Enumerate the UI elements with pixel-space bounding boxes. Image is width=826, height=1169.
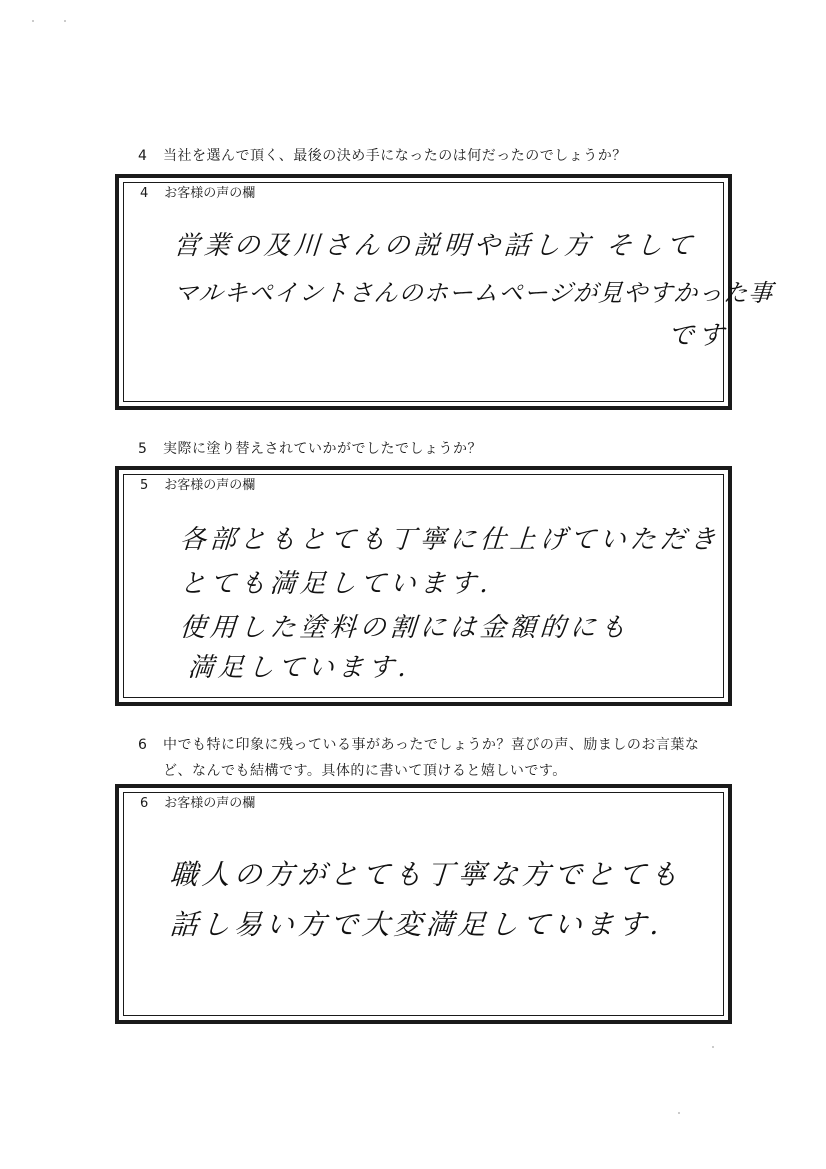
box-label-text: お客様の声の欄 [164,478,256,493]
answer-box-inner [123,182,775,402]
handwritten-answer-line: 各部ともとても丁寧に仕上げていただき [178,525,721,555]
handwritten-answer-line: 営業の及川さんの説明や話し方 そして [172,231,698,261]
question-number: 5 [138,441,148,457]
box-label-text: お客様の声の欄 [164,796,256,811]
question-text: 中でも特に印象に残っている事があったでしょうか？喜びの声、励ましのお言葉な [163,737,700,753]
handwritten-answer-line: 話し易い方で大変満足しています. [168,908,664,941]
answer-box-5 [115,466,732,706]
scan-speck [678,1112,680,1114]
question-text: 実際に塗り替えされていかがでしたでしょうか？ [163,441,482,457]
box-number: 6 [140,796,149,811]
box-number: 4 [140,186,149,201]
question-number: 4 [138,148,148,164]
handwritten-answer-line: です [666,321,729,351]
box-label [140,477,255,495]
handwritten-answer-line: 職人の方がとても丁寧な方でとても [168,858,684,891]
answer-box-4 [115,174,775,410]
handwritten-answer-line: マルキペイントさんのホームページが見やすかった事 [172,279,775,307]
question-number: 6 [138,737,148,753]
scan-speck [32,20,34,22]
box-label [140,795,255,813]
box-label [140,185,255,203]
answer-box-6 [115,784,732,1024]
answer-box-inner [123,474,724,698]
box-label-text: お客様の声の欄 [164,186,256,201]
question-text-line2: ど、なんでも結構です。具体的に書いて頂けると嬉しいです。 [163,763,567,779]
question-text: 当社を選んで頂く、最後の決め手になったのは何だったのでしょうか？ [163,148,627,164]
handwritten-answer-line: とても満足しています. [178,569,494,599]
scan-speck [712,1046,714,1048]
handwritten-answer-line: 満足しています. [186,653,412,683]
scan-speck [64,20,66,22]
box-number: 5 [140,478,149,493]
answer-box-inner [123,792,724,1016]
handwritten-answer-line: 使用した塗料の割には金額的にも [178,613,631,643]
